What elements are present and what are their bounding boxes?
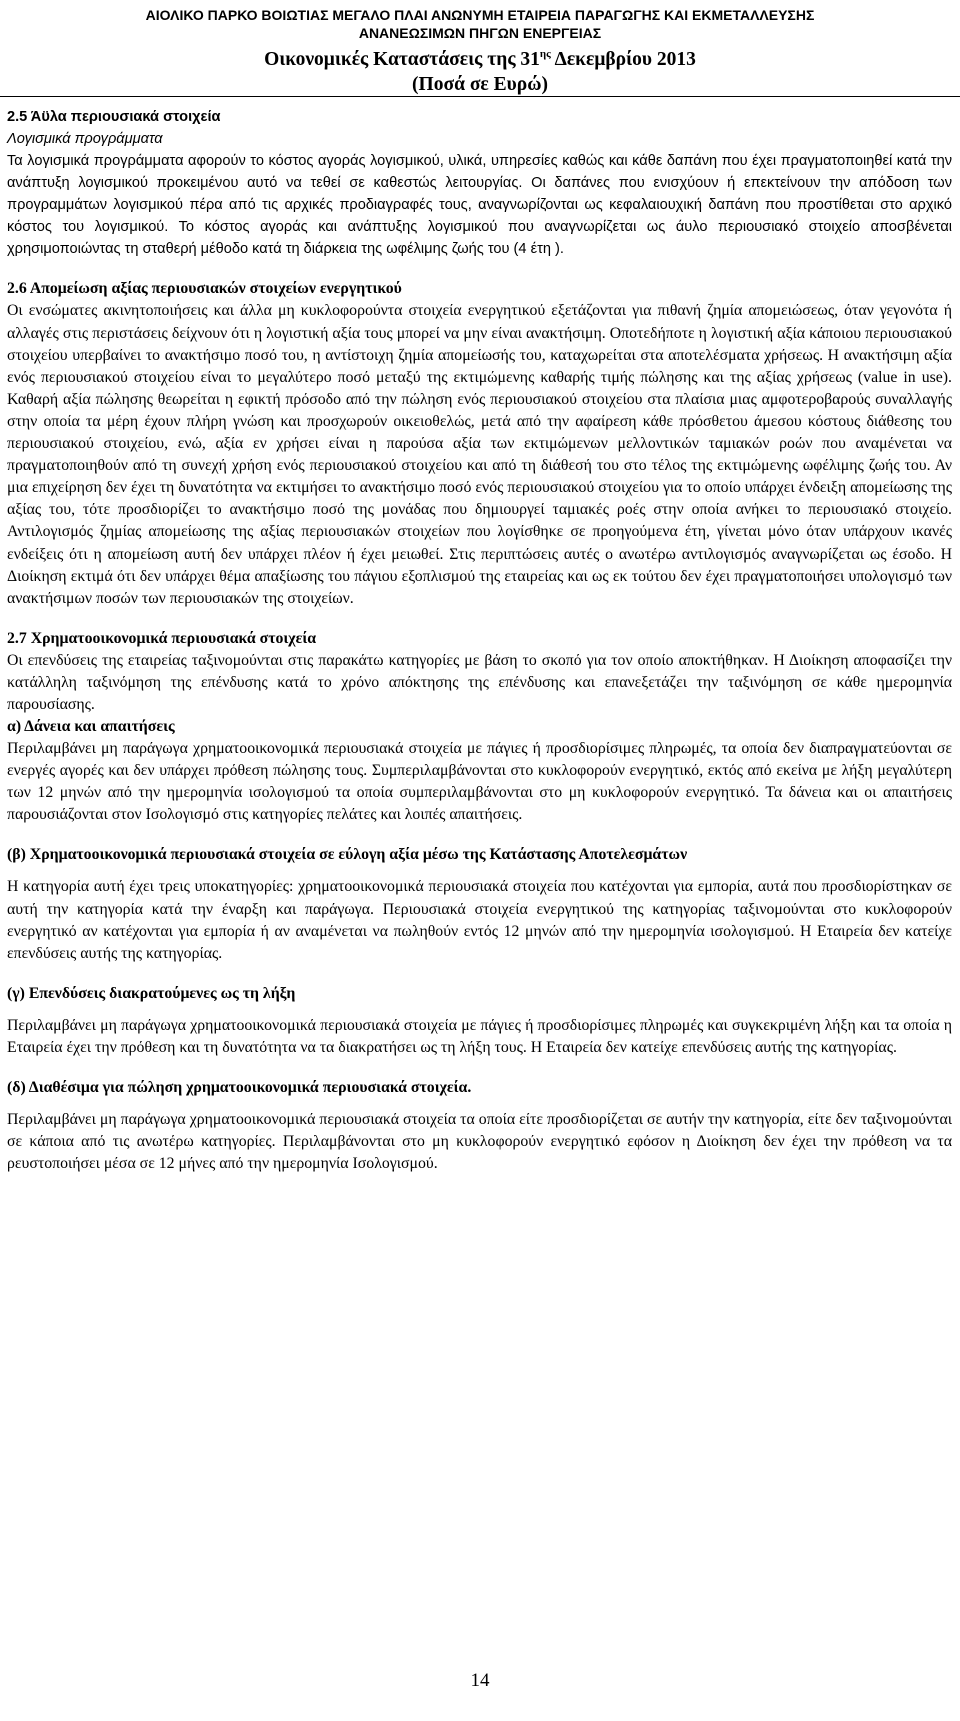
subsection-d-title: (δ) Διαθέσιμα για πώληση χρηματοοικονομικά περιουσιακά στοιχεία. (7, 1079, 472, 1096)
subsection-b-text: Η κατηγορία αυτή έχει τρεις υποκατηγορίες: χρηματοοικονομικά περιουσιακά στοιχεία που κατέχονται για εμπορία, αυτά που προσδιορίστηκαν σε αυτή την κατηγορία κατά την έναρξη και παράγωγα. Περιουσιακά στοιχεία ενεργητικού της κατηγορίας ταξινομούνται στο κυκλοφορούν ενεργητικό αν κατέχονται για εμπορία ή αν αναμένεται να πωληθούν εντός 12 μηνών από την ημερομηνία ισολογισμού. Η Εταιρεία δεν κατείχε επενδύσεις αυτής της κατηγορίας. (7, 878, 952, 962)
company-name-line-1: ΑΙΟΛΙΚΟ ΠΑΡΚΟ ΒΟΙΩΤΙΑΣ ΜΕΓΑΛΟ ΠΛΑΙ ΑΝΩΝΥΜΗ ΕΤΑΙΡΕΙΑ ΠΑΡΑΓΩΓΗΣ ΚΑΙ ΕΚΜΕΤΑΛΛΕΥΣΗΣ (145, 7, 815, 23)
spacer (7, 1005, 952, 1015)
spacer (7, 1099, 952, 1109)
spacer (7, 260, 952, 278)
section-2-5-subtitle: Λογισμικά προγράμματα (7, 131, 163, 147)
spacer (7, 826, 952, 844)
subsection-a-text: Περιλαμβάνει μη παράγωγα χρηματοοικονομικά περιουσιακά στοιχεία με πάγιες ή προσδιορίσιμες πληρωμές, τα οποία δεν διαπραγματεύονται σε ενεργές αγορές και δεν υπάρχει πρόθεση πώλησης τους. Συμπεριλαμβάνονται στο κυκλοφορούν ενεργητικό, εκτός από εκείνα με λήξη μεγαλύτερη των 12 μηνών από την ημερομηνία ισολογισμού τα οποία συμπεριλαμβάνονται στο μη κυκλοφορούν ενεργητικό. Τα δάνεια και οι απαιτήσεις παρουσιάζονται στον Ισολογισμό στις κατηγορίες πελάτες και λοιπές απαιτήσεις. (7, 740, 952, 824)
section-2-5 (7, 106, 952, 260)
subsection-c-text: Περιλαμβάνει μη παράγωγα χρηματοοικονομικά περιουσιακά στοιχεία με πάγιες ή προσδιορίσιμες πληρωμές και συγκεκριμένη λήξη και τα οποία η Εταιρεία έχει την πρόθεση και τη δυνατότητα να τα διακρατήσει ως τη λήξη τους. Η Εταιρεία δεν κατείχε επενδύσεις αυτής της κατηγορίας. (7, 1016, 952, 1056)
spacer (7, 610, 952, 628)
section-2-7-intro: Οι επενδύσεις της εταιρείας ταξινομούνται στις παρακάτω κατηγορίες με βάση το σκοπό για τον οποίο αποκτήθηκαν. Η Διοίκηση αποφασίζει την κατάλληλη ταξινόμηση της επένδυσης κατά το χρόνο απόκτησης της επένδυσης και επανεξετάζει την ταξινόμηση σε κάθε ημερομηνία παρουσίασης. (7, 651, 952, 713)
section-2-7 (7, 628, 952, 1176)
statements-title-sup: ης (539, 48, 551, 60)
page-header (0, 6, 960, 97)
subsection-a-title: α) Δάνεια και απαιτήσεις (7, 718, 175, 736)
header-divider (0, 96, 960, 97)
section-2-6-paragraph: Οι ενσώματες ακινητοποιήσεις και άλλα μη κυκλοφορούντα στοιχεία ενεργητικού εξετάζονται για πιθανή ζημία απομειώσεως, όταν γεγονότα ή αλλαγές στις περιστάσεις δείχνουν ότι η λογιστική αξία τους μπορεί να μην είναι ανακτήσιμη. Οποτεδήποτε η λογιστική αξία κάποιου περιουσιακού στοιχείου υπερβαίνει το ανακτήσιμο ποσό του, η αντίστοιχη ζημία απομείωσής του, καταχωρείται στα αποτελέσματα χρήσεως. Η ανακτήσιμη αξία ενός περιουσιακού στοιχείου είναι το μεγαλύτερο ποσό μεταξύ της εκτιμώμενης καθαρής τιμής πώλησης και της αξίας χρήσεως (value in use). Καθαρή αξία πώλησης θεωρείται η εφικτή πρόσοδο από την πώληση ενός περιουσιακού στοιχείου στα πλαίσια μιας αμφοτεροβαρούς συναλλαγής στην οποία τα μέρη έχουν πλήρη γνώση και προσχωρούν οικειοθελώς, μετά από την αφαίρεση κάθε πρόσθετου άμεσου κόστους διάθεσης του περιουσιακού στοιχείου, ενώ, αξία εν χρήσει είναι η παρούσα αξία των εκτιμώμενων μελλοντικών ταμιακών ροών που αναμένεται να πραγματοποιηθούν από τη συνεχή χρήση ενός περιουσιακού στοιχείου και από τη διάθεσή του στο τέλος της εκτιμώμενης ωφέλιμης ζωής του. Αν μια επιχείρηση δεν έχει τη δυνατότητα να εκτιμήσει το ανακτήσιμο ποσό ενός περιουσιακού στοιχείου για το οποίο υπάρχει ένδειξη απομείωσης της αξίας του, τότε προσδιορίζει το ανακτήσιμο ποσό της μονάδας που δημιουργεί ταμιακές ροές στην οποία ανήκει το περιουσιακό στοιχείο. Αντιλογισμός ζημίας απομείωσης της αξίας περιουσιακών στοιχείων που λογίσθηκε σε προηγούμενα έτη, γίνεται μόνο όταν υπάρχουν ικανές ενδείξεις ότι η απομείωση αυτή δεν υπάρχει πλέον ή έχει μειωθεί. Στις περιπτώσεις αυτές ο ανωτέρω αντιλογισμός αναγνωρίζεται ως έσοδο. Η Διοίκηση εκτιμά ότι δεν υπάρχει θέμα απαξίωσης του πάγιου εξοπλισμού της εταιρείας και ως εκ τούτου δεν έχει πραγματοποιήσει υπολογισμό των ανακτήσιμων ποσών των περιουσιακών της στοιχείων. (7, 302, 952, 607)
section-2-5-paragraph: Τα λογισμικά προγράμματα αφορούν το κόστος αγοράς λογισμικού, υλικά, υπηρεσίες καθώς και κάθε δαπάνη που έχει πραγματοποιηθεί κατά την ανάπτυξη λογισμικού προκειμένου αυτό να τεθεί σε καθεστώς λειτουργίας. Οι δαπάνες που ενισχύουν ή επεκτείνουν την απόδοση των προγραμμάτων λογισμικού πέρα από τις αρχικές προδιαγραφές τους, αναγνωρίζονται ως κεφαλαιουχική δαπάνη που προστίθεται στο αρχικό κόστος του λογισμικού. Το κόστος αγοράς και ανάπτυξης λογισμικού που αναγνωρίζεται ως άυλο περιουσιακό στοιχείο αποσβένεται χρησιμοποιώντας τη σταθερή μέθοδο κατά τη διάρκεια της ωφέλιμης ζωής του (4 έτη ). (7, 153, 952, 258)
currency-note: (Ποσά σε Ευρώ) (412, 74, 548, 95)
subsection-c-title: (γ) Επενδύσεις διακρατούμενες ως τη λήξη (7, 984, 296, 1002)
company-name-line-2: ΑΝΑΝΕΩΣΙΜΩΝ ΠΗΓΩΝ ΕΝΕΡΓΕΙΑΣ (358, 25, 602, 41)
section-2-5-title: 2.5 Άϋλα περιουσιακά στοιχεία (7, 109, 221, 125)
statements-title-post: Δεκεμβρίου 2013 (550, 49, 696, 70)
section-2-6 (7, 278, 952, 609)
document-body (7, 106, 952, 1175)
page-number: 14 (470, 1670, 490, 1691)
section-2-6-title: 2.6 Απομείωση αξίας περιουσιακών στοιχείων ενεργητικού (7, 280, 402, 298)
statements-title-pre: Οικονομικές Καταστάσεις της 31 (264, 49, 540, 70)
spacer (7, 1059, 952, 1077)
spacer (7, 965, 952, 983)
spacer (7, 866, 952, 876)
subsection-b-title: (β) Χρηματοοικονομικά περιουσιακά στοιχεία σε εύλογη αξία μέσω της Κατάστασης Αποτελεσμάτων (7, 846, 688, 864)
subsection-d-text: Περιλαμβάνει μη παράγωγα χρηματοοικονομικά περιουσιακά στοιχεία τα οποία είτε προσδιορίζεται σε αυτήν την κατηγορία, είτε δεν ταξινομούνται σε κάποια από τις ανωτέρω κατηγορίες. Περιλαμβάνονται στο μη κυκλοφορούν ενεργητικό εφόσον η Διοίκηση δεν έχει την πρόθεση να τα ρευστοποιήσει μέσα σε 12 μήνες από την ημερομηνία Ισολογισμού. (7, 1111, 952, 1173)
section-2-7-title: 2.7 Χρηματοοικονομικά περιουσιακά στοιχεία (7, 629, 317, 647)
statements-title (0, 42, 960, 72)
